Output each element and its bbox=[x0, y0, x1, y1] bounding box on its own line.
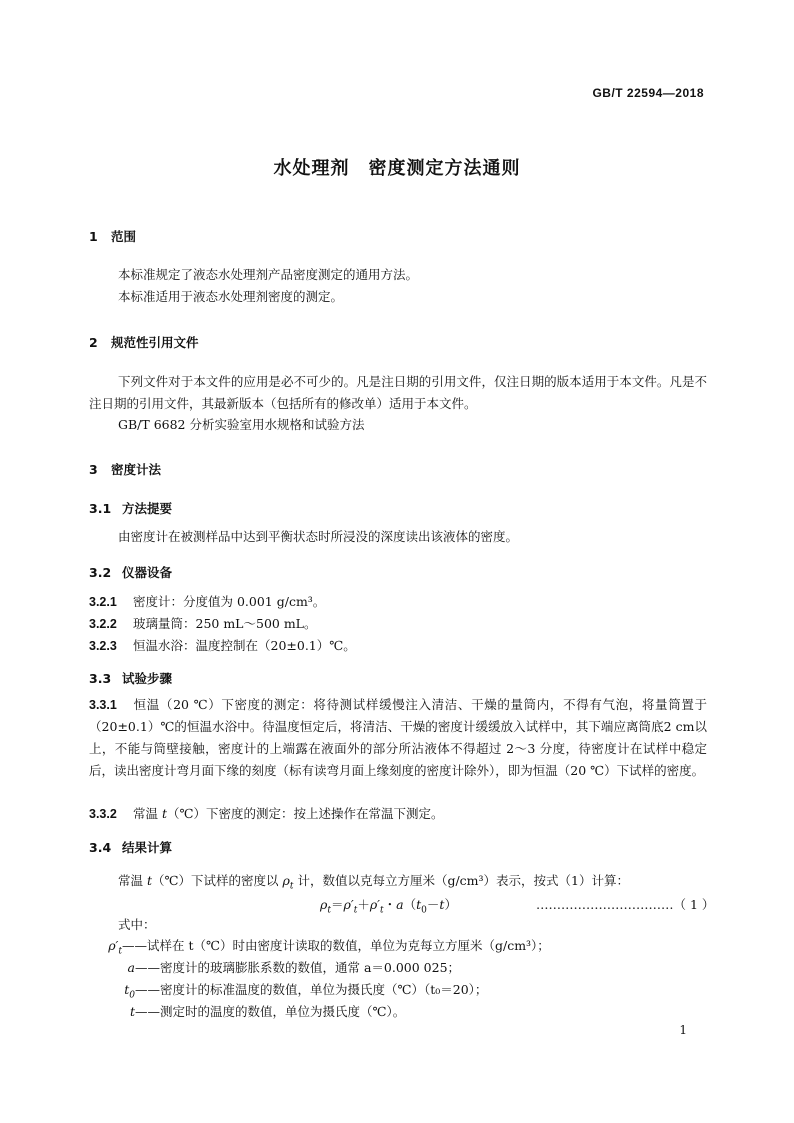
para-text: GB/T 6682 分析实验室用水规格和试验方法 bbox=[118, 417, 365, 432]
var-desc-text: ——密度计的标准温度的数值，单位为摄氏度（℃）（t₀＝20）； bbox=[135, 982, 488, 997]
section-number: 2 bbox=[89, 335, 98, 350]
clause-text: 恒温水浴：温度控制在（20±0.1）℃。 bbox=[133, 638, 356, 653]
clause-number: 3.3.1 bbox=[89, 698, 117, 712]
para-text: 下列文件对于本文件的应用是必不可少的。凡是注日期的引用文件，仅注日期的版本适用于本文件。凡是不注日期的引用文件，其最新版本（包括所有的修改单）适用于本文件。 bbox=[89, 374, 707, 411]
var-desc-text: ——密度计的玻璃膨胀系数的数值，通常 a＝0.000 025； bbox=[135, 960, 461, 975]
clause-number: 3.2.2 bbox=[89, 617, 117, 631]
intro-text: 计，数值以克每立方厘米（g/cm³）表示，按式（1）计算： bbox=[293, 873, 629, 888]
intro-text: 常温 bbox=[118, 873, 147, 888]
page-number: 1 bbox=[679, 1023, 687, 1037]
intro-text: （℃）下试样的密度以 bbox=[152, 873, 283, 888]
section-1-heading bbox=[89, 227, 136, 245]
clause-text: 玻璃量筒：250 mL～500 mL。 bbox=[133, 616, 317, 631]
section-3-2-heading bbox=[89, 563, 172, 581]
var-desc-t: t——测定时的温度的数值，单位为摄氏度（℃）。 bbox=[129, 1004, 406, 1019]
var-t: t bbox=[161, 806, 168, 821]
section-3-1-para bbox=[89, 526, 707, 548]
para-text: 本标准适用于液态水处理剂密度的测定。 bbox=[118, 289, 344, 304]
clause-number: 3.2.3 bbox=[89, 639, 117, 653]
section-3-3-heading bbox=[89, 669, 172, 687]
clause-number: 3.2.1 bbox=[89, 595, 117, 609]
clause-3-2-1 bbox=[89, 592, 325, 610]
standard-number: GB/T 22594—2018 bbox=[592, 86, 704, 100]
document-title: 水处理剂 密度测定方法通则 bbox=[273, 158, 521, 179]
formula-number: ……………………………（ 1 ） bbox=[536, 897, 715, 912]
section-number: 3.2 bbox=[89, 565, 112, 580]
section-3-1-heading bbox=[89, 499, 172, 517]
result-intro bbox=[118, 871, 629, 892]
var-desc-t0: $t_0——$密度计的标准温度的数值，单位为摄氏度（℃）（t₀＝20）； bbox=[124, 982, 488, 1001]
section-title: 结果计算 bbox=[122, 840, 173, 855]
var-desc-rho-prime: $\rho'_t——$试样在 t（℃）时由密度计读取的数值，单位为克每立方厘米（g/cm³）； bbox=[108, 938, 550, 957]
var-desc-text: ——测定时的温度的数值，单位为摄氏度（℃）。 bbox=[135, 1004, 406, 1019]
var-t: t bbox=[146, 873, 153, 888]
section-title: 规范性引用文件 bbox=[111, 335, 199, 350]
section-number: 3.4 bbox=[89, 840, 112, 855]
section-title: 仪器设备 bbox=[122, 565, 173, 580]
clause-text: 恒温（20 ℃）下密度的测定：将待测试样缓慢注入清洁、干燥的量筒内，不得有气泡，将量筒置于（20±0.1）℃的恒温水浴中。待温度恒定后，将清洁、干燥的密度计缓缓放入试样中，其下端应离筒底2 cm以上，不能与筒壁接触，密度计的上端露在液面外的部分所沾液体不得超过 2～3 分度，待密度计在试样中稳定后，读出密度计弯月面下缘的刻度（标有读弯月面上缘刻度的密度计除外），即为恒温（20 ℃）下试样的密度。 bbox=[89, 697, 707, 778]
section-title: 密度计法 bbox=[111, 462, 162, 477]
section-title: 试验步骤 bbox=[122, 671, 173, 686]
clause-text: 密度计：分度值为 0.001 g/cm³。 bbox=[133, 594, 326, 609]
section-3-heading bbox=[89, 460, 161, 478]
section-2-ref-gbt6682 bbox=[89, 414, 707, 436]
clause-3-3-1 bbox=[89, 694, 707, 782]
para-text: 本标准规定了液态水处理剂产品密度测定的通用方法。 bbox=[118, 267, 419, 282]
where-label: 式中： bbox=[118, 917, 156, 932]
clause-text-pre: 常温 bbox=[133, 806, 162, 821]
clause-number: 3.3.2 bbox=[89, 807, 117, 821]
section-2-heading bbox=[89, 333, 199, 351]
section-1-para-2 bbox=[89, 286, 707, 308]
section-3-4-heading bbox=[89, 838, 172, 856]
clause-3-2-3 bbox=[89, 636, 356, 654]
section-number: 1 bbox=[89, 229, 98, 244]
para-text: 由密度计在被测样品中达到平衡状态时所浸没的深度读出该液体的密度。 bbox=[118, 529, 519, 544]
section-title: 方法提要 bbox=[122, 501, 173, 516]
clause-3-3-2 bbox=[89, 804, 444, 822]
section-1-para-1 bbox=[89, 264, 707, 286]
formula-1: $\rho_t=\rho'_t+\rho'_t$・$a(t_0-t)$ bbox=[320, 897, 457, 916]
section-number: 3.1 bbox=[89, 501, 112, 516]
var-desc-text: ——试样在 t（℃）时由密度计读取的数值，单位为克每立方厘米（g/cm³）； bbox=[122, 938, 550, 953]
section-2-para-1 bbox=[89, 371, 707, 415]
var-desc-a: a——密度计的玻璃膨胀系数的数值，通常 a＝0.000 025； bbox=[127, 960, 461, 975]
var-rho-t: $\rho_t$ bbox=[282, 873, 294, 892]
clause-3-2-2 bbox=[89, 614, 316, 632]
section-title: 范围 bbox=[111, 229, 137, 244]
section-number: 3.3 bbox=[89, 671, 112, 686]
section-number: 3 bbox=[89, 462, 98, 477]
clause-text-post: （℃）下密度的测定：按上述操作在常温下测定。 bbox=[167, 806, 444, 821]
